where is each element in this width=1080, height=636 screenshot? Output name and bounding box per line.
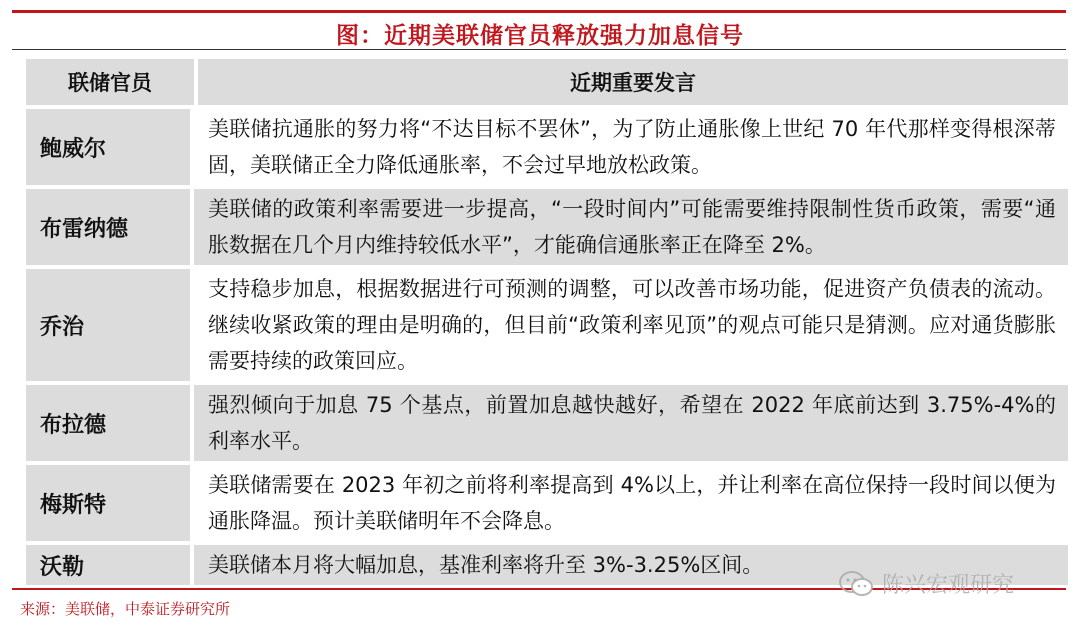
- table-row: [26, 385, 1068, 461]
- source-note: 来源：美联储，中泰证券研究所: [20, 600, 231, 618]
- watermark-text: 陈兴宏观研究: [882, 573, 1015, 598]
- official-name: 梅斯特: [26, 465, 194, 541]
- table-row: [26, 189, 1068, 265]
- official-remarks: 美联储需要在 2023 年初之前将利率提高到 4%以上，并让利率在高位保持一段时间以便为通胀降温。预计美联储明年不会降息。: [194, 465, 1068, 541]
- official-name: 布雷纳德: [26, 189, 194, 265]
- table-row: [26, 465, 1068, 541]
- official-remarks: 美联储的政策利率需要进一步提高，“一段时间内”可能需要维持限制性货币政策，需要“通胀数据在几个月内维持较低水平”，才能确信通胀率正在降至 2%。: [194, 189, 1068, 265]
- top-rule: [12, 10, 1066, 13]
- title-rule: [12, 49, 1066, 50]
- official-remarks: 强烈倾向于加息 75 个基点，前置加息越快越好，希望在 2022 年底前达到 3.75%-4%的利率水平。: [194, 385, 1068, 461]
- wechat-icon: [838, 570, 874, 598]
- header-remarks: 近期重要发言: [194, 59, 1068, 105]
- official-name: 乔治: [26, 269, 194, 381]
- official-remarks: 美联储抗通胀的努力将“不达目标不罢休”，为了防止通胀像上世纪 70 年代那样变得根深蒂固，美联储正全力降低通胀率，不会过早地放松政策。: [194, 109, 1068, 185]
- header-official: 联储官员: [26, 59, 194, 105]
- watermark: [838, 568, 1014, 599]
- page-title: 图：近期美联储官员释放强力加息信号: [336, 23, 744, 49]
- table-row: [26, 109, 1068, 185]
- remarks-table: [26, 55, 1068, 589]
- table-row: [26, 269, 1068, 381]
- official-remarks: 美联储本月将大幅加息，基准利率将升至 3%-3.25%区间。: [194, 545, 1068, 585]
- official-name: 布拉德: [26, 385, 194, 461]
- official-name: 沃勒: [26, 545, 194, 585]
- official-remarks: 支持稳步加息，根据数据进行可预测的调整，可以改善市场功能，促进资产负债表的流动。继续收紧政策的理由是明确的，但目前“政策利率见顶”的观点可能只是猜测。应对通货膨胀需要持续的政策回应。: [194, 269, 1068, 381]
- official-name: 鲍威尔: [26, 109, 194, 185]
- table-header-row: [26, 59, 1068, 105]
